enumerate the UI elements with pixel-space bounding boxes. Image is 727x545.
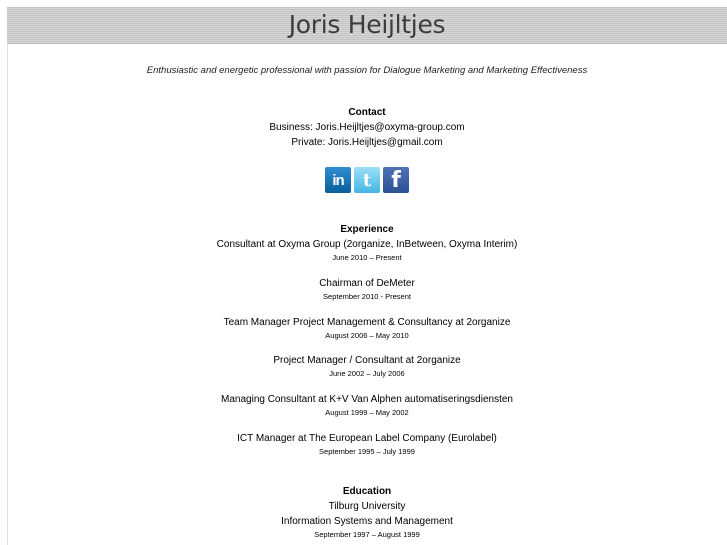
experience-item	[7, 353, 727, 379]
social-links	[7, 167, 727, 193]
experience-section	[7, 222, 727, 237]
job-title: ICT Manager at The European Label Company (Eurolabel)	[237, 433, 497, 444]
education-program: Information Systems and Management	[281, 516, 453, 527]
job-title: Consultant at Oxyma Group (2organize, InBetween, Oxyma Interim)	[216, 239, 518, 250]
job-title: Managing Consultant at K+V Van Alphen automatiseringsdiensten	[221, 394, 513, 405]
job-title: Team Manager Project Management & Consultancy at 2organize	[223, 317, 511, 328]
education-school: Tilburg University	[328, 501, 406, 512]
job-dates: September 1995 – July 1999	[319, 447, 415, 456]
job-title: Project Manager / Consultant at 2organize	[273, 355, 461, 366]
job-dates: September 2010 - Present	[323, 292, 411, 301]
experience-item	[7, 431, 727, 457]
experience-heading: Experience	[340, 224, 394, 235]
job-title: Chairman of DeMeter	[319, 278, 415, 289]
experience-item	[7, 276, 727, 302]
contact-heading: Contact	[348, 107, 386, 118]
job-dates: June 2010 – Present	[332, 253, 402, 262]
business-email[interactable]: Business: Joris.Heijltjes@oxyma-group.com	[269, 122, 465, 133]
experience-item	[7, 237, 727, 263]
contact-section	[7, 105, 727, 150]
page-title: Joris Heijltjes	[288, 10, 446, 39]
experience-item	[7, 315, 727, 341]
job-dates: June 2002 – July 2006	[329, 369, 405, 378]
facebook-icon[interactable]: f	[383, 167, 409, 193]
job-dates: August 2006 – May 2010	[325, 331, 409, 340]
education-heading: Education	[342, 486, 392, 497]
tagline: Enthusiastic and energetic professional with passion for Dialogue Marketing and Marketing Effectiveness	[146, 65, 588, 76]
education-section	[7, 484, 727, 540]
linkedin-icon[interactable]: in	[325, 167, 351, 193]
education-dates: September 1997 – August 1999	[314, 530, 420, 539]
job-dates: August 1999 – May 2002	[325, 408, 409, 417]
header-bar	[7, 7, 727, 44]
experience-item	[7, 392, 727, 418]
private-email[interactable]: Private: Joris.Heijltjes@gmail.com	[291, 137, 443, 148]
twitter-icon[interactable]: t	[354, 167, 380, 193]
